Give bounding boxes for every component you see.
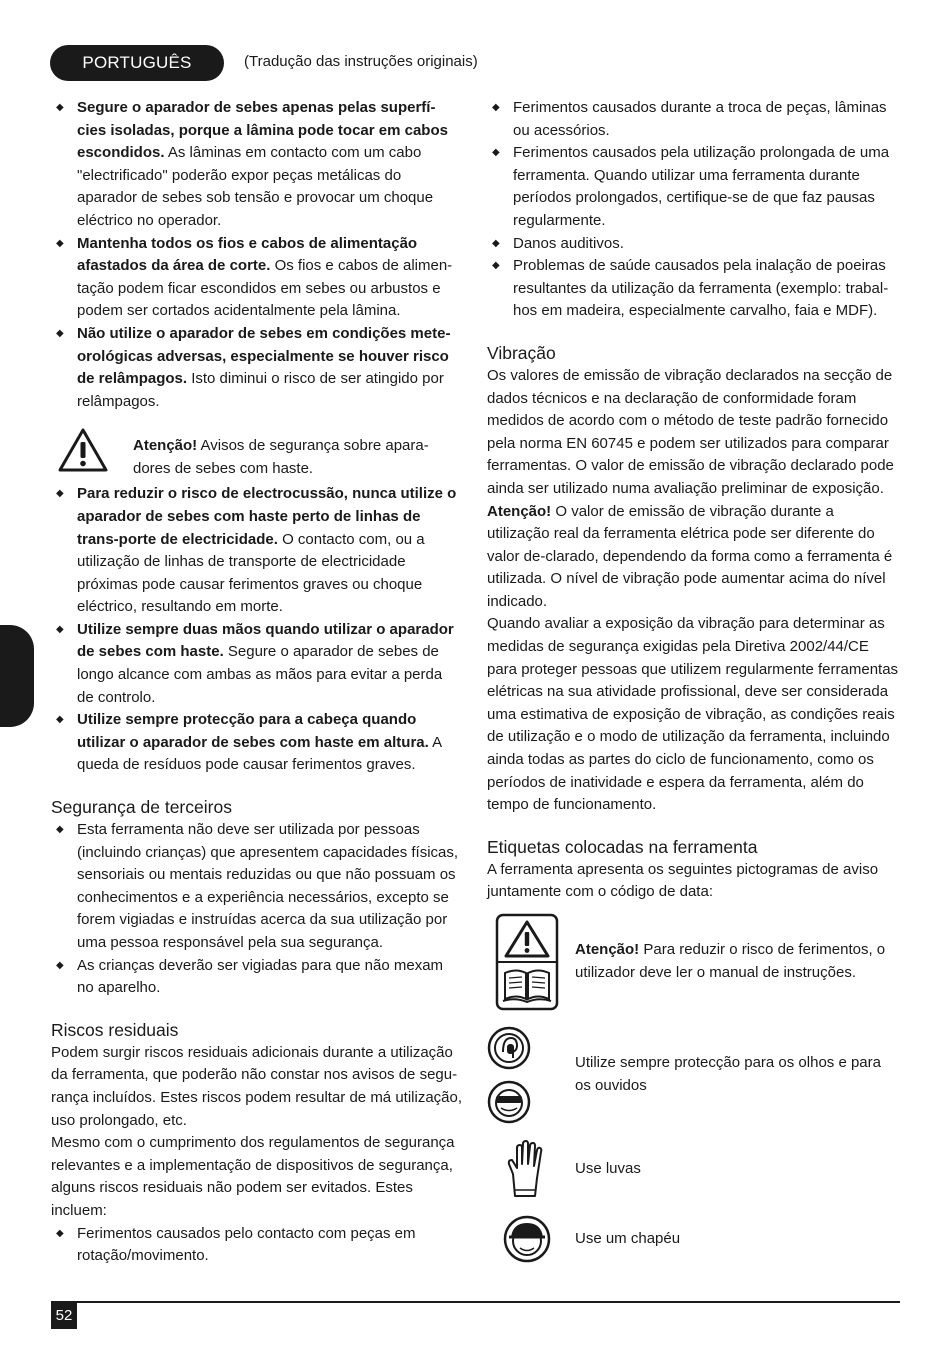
list-item: ◆ Para reduzir o risco de electrocussão, nunca utilize o aparador de sebes com haste perto de linhas de trans-porte de electricidade. O contacto com, ou a utilização de linhas de transporte de electricidade próximas pode causar ferimentos graves ou choque eléctrico, resultando em morte.: [51, 483, 463, 619]
vibration-heading: Vibração: [487, 342, 556, 363]
label-row: Atenção! Para reduzir o risco de ferimentos, o utilizador deve ler o manual de instruções.: [487, 912, 899, 1012]
list-item: ◆ Ferimentos causados pela utilização prolongada de uma ferramenta. Quando utilizar uma ferramenta durante períodos prolongados, certifique-se de que faz pausas regularmente.: [487, 142, 899, 232]
section-side-tab: [0, 625, 34, 727]
left-column: [51, 97, 463, 1268]
list-item: ◆ Utilize sempre duas mãos quando utilizar o aparador de sebes com haste. Segure o aparador de sebes de longo alcance com ambas as mãos para evitar a perda de controlo.: [51, 619, 463, 709]
list-item: ◆ Ferimentos causados pelo contacto com peças em rotação/movimento.: [51, 1223, 463, 1268]
pole-trimmer-warning: Atenção! Avisos de segurança sobre apara-dores de sebes com haste.: [51, 435, 463, 483]
list-item: ◆ Ferimentos causados durante a troca de peças, lâminas ou acessórios.: [487, 97, 899, 142]
residual-paragraph-1: Podem surgir riscos residuais adicionais durante a utilização da ferramenta, que poderão não constar nos avisos de segu-rança incluídos. Estes riscos podem resultar de má utilização, uso prolongado, etc.: [51, 1043, 463, 1129]
label-row: Use luvas: [487, 1138, 899, 1200]
residual-bullets: [51, 1223, 463, 1268]
list-item: ◆ As crianças deverão ser vigiadas para que não mexam no aparelho.: [51, 955, 463, 1000]
labels-list: [487, 912, 899, 1270]
third-party-heading: Segurança de terceiros: [51, 797, 232, 818]
list-item: ◆ Problemas de saúde causados pela inalação de poeiras resultantes da utilização da ferramenta (exemplo: trabal-hos em madeira, especialmente carvalho, faia e MDF).: [487, 255, 899, 323]
eye-protection-icon: [487, 1080, 531, 1124]
warning-manual-icon: [495, 913, 559, 1011]
label-row: Use um chapéu: [487, 1208, 899, 1270]
right-column: [487, 97, 899, 1270]
warning-triangle-icon: [57, 427, 109, 473]
footer-rule: [51, 1301, 900, 1303]
list-item: ◆ Utilize sempre protecção para a cabeça quando utilizar o aparador de sebes com haste em altura. A queda de resíduos pode causar ferimentos graves.: [51, 709, 463, 777]
residual-risks-heading: Riscos residuais: [51, 1019, 179, 1040]
label-row: Utilize sempre protecção para os olhos e para os ouvidos: [487, 1020, 899, 1130]
third-party-bullets: [51, 819, 463, 1000]
list-item: ◆ Esta ferramenta não deve ser utilizada por pessoas (incluindo crianças) que apresentem capacidades físicas, sensoriais ou mentais reduzidas ou que não possuam os conhecimentos e a experiência necessários, excepto se forem vigiadas e instruídas acerca da sua utilização por uma pessoa responsável pela sua segurança.: [51, 819, 463, 955]
list-item: ◆ Mantenha todos os fios e cabos de alimentação afastados da área de corte. Os fios e cabos de alimen-tação podem ficar escondidos em sebes ou arbustos e podem ser cortados acidentalmente pela lâmina.: [51, 233, 463, 323]
list-item: ◆ Não utilize o aparador de sebes em condições mete-orológicas adversas, especialmente se houver risco de relâmpagos. Isto diminui o risco de ser atingido por relâmpagos.: [51, 323, 463, 413]
list-item: ◆ Danos auditivos.: [487, 233, 899, 256]
residual-bullets-continued: [487, 97, 899, 323]
safety-bullets-b: [51, 483, 463, 777]
ear-protection-icon: [487, 1026, 531, 1070]
labels-intro: A ferramenta apresenta os seguintes pictogramas de aviso juntamente com o código de data:: [487, 860, 879, 901]
page-number: 52: [51, 1303, 77, 1329]
list-item: ◆ Segure o aparador de sebes apenas pelas superfí-cies isoladas, porque a lâmina pode tocar em cabos escondidos. As lâminas em contacto com um cabo "electrificado" poderão expor peças metálicas do aparador de sebes sob tensão e provocar um choque eléctrico no operador.: [51, 97, 463, 233]
safety-bullets-a: [51, 97, 463, 413]
vibration-paragraph-2: Atenção! O valor de emissão de vibração durante a utilização real da ferramenta elétrica pode ser diferente do valor de-clarado, dependendo da forma como a ferramenta é utilizada. O nível de vibração pode aumentar acima do nível indicado.: [487, 502, 893, 610]
translation-note: (Tradução das instruções originais): [244, 53, 478, 70]
vibration-paragraph-1: Os valores de emissão de vibração declarados na secção de dados técnicos e na declaração de conformidade foram medidos de acordo com o método de teste padrão fornecido pela norma EN 60745 e podem ser utilizados para comparar ferramentas. O valor de emissão de vibração declarado pode ainda ser utilizado numa avaliação preliminar de exposição.: [487, 366, 894, 497]
helmet-icon: [503, 1215, 551, 1263]
language-badge: PORTUGUÊS: [50, 45, 224, 81]
gloves-icon: [505, 1138, 549, 1200]
labels-heading: Etiquetas colocadas na ferramenta: [487, 836, 758, 857]
vibration-paragraph-3: Quando avaliar a exposição da vibração para determinar as medidas de segurança exigidas pela Diretiva 2002/44/CE para proteger pessoas que utilizem regularmente ferramentas elétricas na sua atividade profissional, deve ser considerada uma estimativa de exposição de vibração, as condições reais de utilização e o modo de utilização da ferramenta, incluindo ainda todas as partes do ciclo de funcionamento, como os períodos de inatividade e espera da ferramenta, além do tempo de funcionamento.: [487, 615, 899, 814]
residual-paragraph-2: Mesmo com o cumprimento dos regulamentos de segurança relevantes e a implementação de dispositivos de segurança, alguns riscos residuais não podem ser evitados. Estes incluem:: [51, 1134, 455, 1219]
